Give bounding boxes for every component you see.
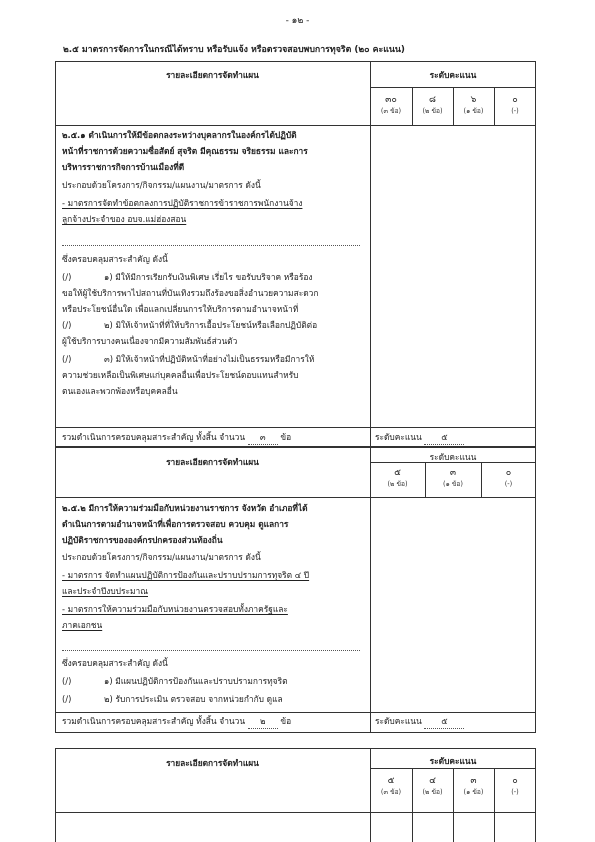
check-line: ๑) มีแผนปฏิบัติการป้องกันและปราบปรามการทุจริต [104,676,288,686]
score-header: ระดับคะแนน [429,756,477,766]
check-line: หรือประโยชน์อื่นใด เพื่อแลกเปลี่ยนการให้บริการตามอำนาจหน้าที่ [62,304,299,314]
plan-item: และประจำปีงบประมาณ [62,586,148,596]
details-header: รายละเอียดการจัดทำแผน [166,758,259,768]
plan-item: - มาตรการจัดทำข้อตกลงการปฏิบัติราชการข้าราชการพนักงานจ้าง [62,198,303,208]
consist-label: ประกอบด้วยโครงการ/กิจกรรม/แผนงาน/มาตรการ ดังนี้ [62,552,261,562]
check-line: ๒) รับการประเมิน ตรวจสอบ จากหน่วยกำกับ ดูแล [104,694,283,704]
section-title: ๒.๕ มาตรการจัดการในกรณีได้ทราบ หรือรับแจ้ง หรือตรวจสอบพบการทุจริต (๒๐ คะแนน) [63,45,405,55]
check-line: ความช่วยเหลือเป็นพิเศษแก่บุคคลอื่นเพื่อประโยชน์ตอบแทนสำหรับ [62,370,299,380]
details-header: รายละเอียดการจัดทำแผน [166,457,259,467]
check-mark: (/) [62,354,72,364]
level-value: ๕ [424,430,464,445]
criterion-title-line: ดำเนินการตามอำนาจหน้าที่เพื่อการตรวจสอบ ควบคุม ดูแลการ [62,519,289,529]
summary-row: รวมดำเนินการครอบคลุมสาระสำคัญ ทั้งสิ้น จำนวน ๓ ข้อ [62,430,291,445]
score-cell: ๓ (๑ ข้อ) [443,468,463,488]
summary-row: รวมดำเนินการครอบคลุมสาระสำคัญ ทั้งสิ้น จำนวน ๒ ข้อ [62,714,291,729]
score-cell: ๕ (๓ ข้อ) [380,776,402,796]
check-mark: (/) [62,676,72,686]
check-line: ตนเองและพวกพ้องหรือบุคคลอื่น [62,386,178,396]
score-cell: ๐ (-) [511,95,519,115]
count-value: ๒ [248,714,278,729]
criterion-title-line: ๒.๕.๑ ดำเนินการให้มีข้อตกลงระหว่างบุคลากรในองค์กรได้ปฏิบัติ [62,130,297,140]
criterion-title-line: บริหารราชการกิจการบ้านเมืองที่ดี [62,162,185,172]
plan-item: - มาตรการให้ความร่วมมือกับหน่วยงานตรวจสอบทั้งภาครัฐและ [62,604,288,614]
level-row: ระดับคะแนน ๕ [375,430,464,445]
covers-label: ซึ่งครอบคลุมสาระสำคัญ ดังนี้ [62,254,168,264]
check-mark: (/) [62,272,72,282]
covers-label: ซึ่งครอบคลุมสาระสำคัญ ดังนี้ [62,658,168,668]
score-cell: ๐ (-) [504,468,513,488]
page-number: - ๑๒ - [285,16,310,26]
score-cell: ๐ (-) [511,776,519,796]
score-cell: ๘ (๒ ข้อ) [422,95,443,115]
score-cell: ๖ (๑ ข้อ) [463,95,484,115]
consist-label: ประกอบด้วยโครงการ/กิจกรรม/แผนงาน/มาตรการ ดังนี้ [62,180,261,190]
score-header: ระดับคะแนน [429,70,477,80]
plan-item: ลูกจ้างประจำของ อบจ.แม่ฮ่องสอน [62,214,187,224]
check-line: ๓) มิให้เจ้าหน้าที่ปฏิบัติหน้าที่อย่างไม่เป็นธรรมหรือมีการให้ [104,354,315,364]
criterion-title-line: ปฏิบัติราชการขององค์กรปกครองส่วนท้องถิ่น [62,535,223,545]
level-row: ระดับคะแนน ๕ [375,714,464,729]
criterion-title-line: หน้าที่ราชการด้วยความซื่อสัตย์ สุจริต มีคุณธรรม จริยธรรม และการ [62,146,308,156]
check-mark: (/) [62,694,72,704]
level-value: ๕ [424,714,464,729]
score-header: ระดับคะแนน [429,452,477,462]
criterion-title-line: ๒.๕.๒ มีการให้ความร่วมมือกับหน่วยงานราชการ จังหวัด อำเภอที่ได้ [62,503,308,513]
score-cell: ๓๐ (๓ ข้อ) [380,95,402,115]
score-cell: ๕ (๒ ข้อ) [387,468,408,488]
check-line: ผู้ใช้บริการบางคนเนื่องจากมีความสัมพันธ์ส่วนตัว [62,336,238,346]
check-line: ๑) มีให้มีการเรียกรับเงินพิเศษ เรี่ยไร ขอรับบริจาค หรือร้อง [104,272,313,282]
check-line: ๒) มิให้เจ้าหน้าที่ที่ให้บริการเอื้อประโยชน์หรือเลือกปฏิบัติต่อ [104,320,318,330]
plan-item: - มาตรการ จัดทำแผนปฏิบัติการป้องกันและปราบปรามการทุจริต ๔ ปี [62,570,310,580]
score-cell: ๓ (๑ ข้อ) [463,776,484,796]
plan-item: ภาคเอกชน [62,620,103,630]
check-line: ขอให้ผู้ใช้บริการพาไปสถานที่บันเทิงรวมถึงร้องขอสิ่งอำนวยความสะดวก [62,288,319,298]
details-header: รายละเอียดการจัดทำแผน [166,70,259,80]
check-mark: (/) [62,320,72,330]
score-cell: ๔ (๒ ข้อ) [422,776,443,796]
count-value: ๓ [248,430,278,445]
